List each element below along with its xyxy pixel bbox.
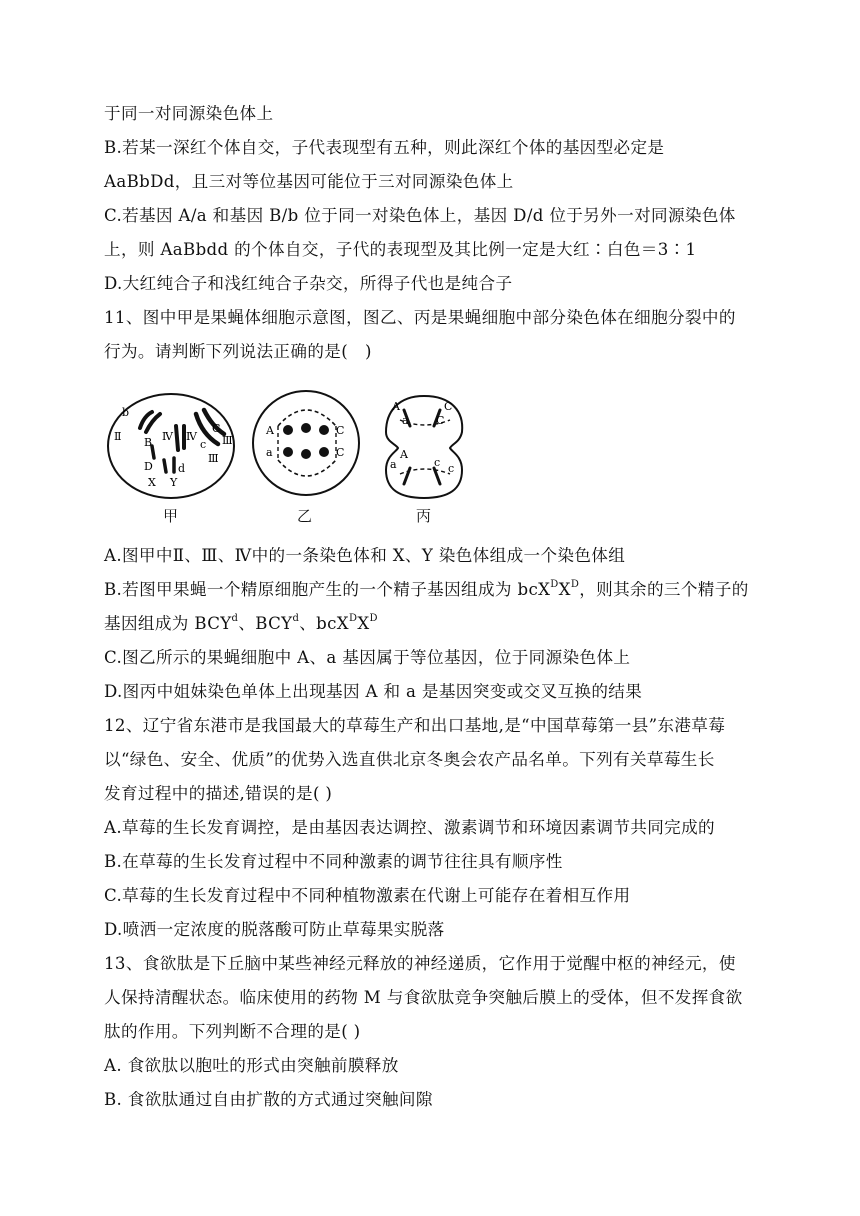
question-13-stem: 13、食欲肽是下丘脑中某些神经元释放的神经递质，它作用于觉醒中枢的神经元，使 <box>104 954 736 973</box>
chromosome-label: Ⅱ <box>114 430 122 443</box>
sex-chromosome-label: Y <box>170 476 178 489</box>
text-line: D.大红纯合子和浅红纯合子杂交，所得子代也是纯合子 <box>104 274 513 293</box>
option-b: B.若图甲果蝇一个精原细胞产生的一个精子基因组成为 $bcX^DX^D$，则其余的三个精子的 <box>104 579 749 599</box>
question-12-stem: 以“绿色、安全、优质”的优势入选直供北京冬奥会农产品名单。下列有关草莓生长 <box>104 750 715 769</box>
gene-label: b <box>122 406 130 419</box>
text-line: C.若基因 A/a 和基因 B/b 位于同一对染色体上，基因 D/d 位于另外一对同源染色体 <box>104 206 736 225</box>
cell-jia <box>108 394 234 498</box>
chromosome-label: Ⅳ <box>186 430 197 443</box>
question-12-stem: 发育过程中的描述,错误的是( ) <box>104 784 333 803</box>
text-line: AaBbDd，且三对等位基因可能位于三对同源染色体上 <box>104 172 514 191</box>
text-line: 上，则 AaBbdd 的个体自交，子代的表现型及其比例一定是大红∶白色＝3∶1 <box>104 240 697 259</box>
option-c: C.草莓的生长发育过程中不同种植物激素在代谢上可能存在着相互作用 <box>104 886 631 905</box>
chromosome-label: Ⅲ <box>222 434 233 447</box>
question-12-stem: 12、辽宁省东港市是我国最大的草莓生产和出口基地,是“中国草莓第一县”东港草莓 <box>104 716 726 735</box>
gene-label: A <box>400 448 408 461</box>
gene-label: C <box>436 414 445 427</box>
gene-label: C <box>336 424 345 437</box>
option-a: A.图甲中Ⅱ、Ⅲ、Ⅳ中的一条染色体和 X、Y 染色体组成一个染色体组 <box>104 546 626 565</box>
gene-label: d <box>178 462 186 475</box>
option-b-continued: 基因组成为 BCY$^d$、BCY$^d$、$bcX^DX^D$ <box>104 613 378 633</box>
chromosome-label: Ⅲ <box>208 452 219 465</box>
option-a: A. 食欲肽以胞吐的形式由突触前膜释放 <box>104 1056 399 1075</box>
option-d: D.图丙中姐妹染色单体上出现基因 A 和 a 是基因突变或交叉互换的结果 <box>104 682 643 701</box>
chromosome-figure <box>100 386 480 526</box>
gene-label: a <box>402 414 409 427</box>
gene-label: a <box>390 458 397 471</box>
option-c: C.图乙所示的果蝇细胞中 A、a 基因属于等位基因，位于同源染色体上 <box>104 648 631 667</box>
gene-label: a <box>266 446 273 459</box>
cell-bing <box>386 396 462 498</box>
gene-label: C <box>336 446 345 459</box>
text-line: B.若某一深红个体自交，子代表现型有五种，则此深红个体的基因型必定是 <box>104 138 665 157</box>
gene-label: D <box>144 460 153 473</box>
gene-label: C <box>212 422 221 435</box>
gene-label: B <box>144 436 153 449</box>
option-d: D.喷洒一定浓度的脱落酸可防止草莓果实脱落 <box>104 920 445 939</box>
gene-label: c <box>200 438 207 451</box>
option-a: A.草莓的生长发育调控，是由基因表达调控、激素调节和环境因素调节共同完成的 <box>104 818 715 837</box>
figure-caption-bing: 丙 <box>416 507 432 525</box>
gene-label: A <box>392 400 400 413</box>
option-b: B.在草莓的生长发育过程中不同种激素的调节往往具有顺序性 <box>104 852 563 871</box>
question-13-stem: 肽的作用。下列判断不合理的是( ) <box>104 1022 361 1041</box>
question-13-stem: 人保持清醒状态。临床使用的药物 M 与食欲肽竞争突触后膜上的受体，但不发挥食欲 <box>104 988 743 1007</box>
gene-label: A <box>266 424 274 437</box>
cell-yi <box>253 391 359 495</box>
gene-label: c <box>448 462 455 475</box>
text-line: 于同一对同源染色体上 <box>104 104 274 123</box>
chromosome-label: Ⅳ <box>162 430 173 443</box>
sex-chromosome-label: X <box>148 476 156 489</box>
option-b: B. 食欲肽通过自由扩散的方式通过突触间隙 <box>104 1090 433 1109</box>
question-11-stem: 11、图中甲是果蝇体细胞示意图，图乙、丙是果蝇细胞中部分染色体在细胞分裂中的 <box>104 308 736 327</box>
figure-caption-jia: 甲 <box>163 507 179 525</box>
question-11-stem: 行为。请判断下列说法正确的是( ) <box>104 342 372 361</box>
gene-label: C <box>444 400 453 413</box>
figure-caption-yi: 乙 <box>297 507 313 525</box>
gene-label: c <box>434 456 441 469</box>
